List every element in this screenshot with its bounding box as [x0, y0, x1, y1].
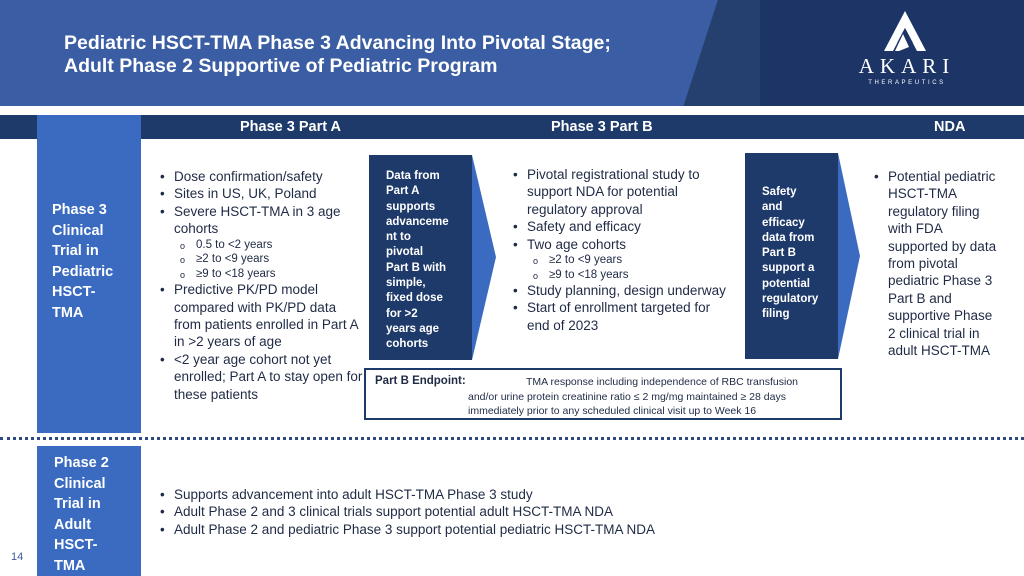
row2-label-line: TMA: [54, 557, 86, 574]
arrow2-text: [745, 153, 838, 359]
arrow2-text-line: filing: [762, 308, 790, 321]
row1-label-line: HSCT-: [52, 284, 96, 300]
akari-mountain-icon: [883, 10, 927, 52]
part-a-bullet-list: [156, 168, 366, 403]
nda-header: NDA: [934, 119, 966, 135]
endpoint-label: Part B Endpoint:: [375, 375, 466, 387]
arrow1-text: [369, 155, 472, 360]
arrow2-text-line: support a: [762, 262, 815, 275]
arrow2-text-line: potential: [762, 277, 810, 290]
nda-bullet-list: [870, 168, 1000, 359]
endpoint-line-1: TMA response including independence of RBC transfusion: [526, 376, 798, 388]
arrow2-text-line: data from: [762, 231, 815, 244]
endpoint-line-3: immediately prior to any scheduled clinical visit up to Week 16: [468, 405, 757, 417]
sub-bullet-item: o ≥9 to <18 years: [156, 267, 366, 282]
arrow1-text-line: fixed dose: [386, 292, 443, 305]
row2-label-line: Clinical: [54, 475, 106, 492]
bullet-item: • Adult Phase 2 and 3 clinical trials support potential adult HSCT-TMA NDA: [156, 503, 776, 520]
phase-3-part-b-header: Phase 3 Part B: [551, 119, 653, 135]
arrow1-text-line: advanceme: [386, 215, 449, 228]
arrow2-head-icon: [838, 153, 860, 359]
arrow2-text-line: efficacy: [762, 216, 805, 229]
sub-bullet-item: o 0.5 to <2 years: [156, 238, 366, 253]
row1-label: [52, 200, 113, 323]
arrow1-text-line: supports: [386, 200, 436, 213]
row-separator: [0, 437, 1024, 440]
row2-label-line: Trial in: [54, 496, 101, 512]
arrow2-text-line: Part B: [762, 247, 796, 260]
row2-label-line: HSCT-: [54, 537, 98, 553]
bullet-item: • Study planning, design underway: [509, 282, 729, 299]
arrow1-text-line: Part A: [386, 185, 420, 198]
bullet-item: • <2 year age cohort not yet enrolled; Part A to stay open for these patients: [156, 351, 366, 403]
part-b-endpoint-box: [364, 368, 842, 420]
bullet-item: • Adult Phase 2 and pediatric Phase 3 support potential pediatric HSCT-TMA NDA: [156, 521, 776, 538]
arrow1-text-line: nt to: [386, 231, 411, 244]
bullet-item: • Sites in US, UK, Poland: [156, 185, 366, 202]
arrow1-text-line: Part B with: [386, 261, 447, 274]
arrow2-text-line: regulatory: [762, 293, 819, 306]
sub-bullet-item: o ≥2 to <9 years: [509, 253, 729, 268]
sub-bullet-item: o ≥9 to <18 years: [509, 268, 729, 283]
arrow2-text-line: Safety: [762, 186, 797, 198]
logo-subtitle: THERAPEUTICS: [868, 80, 946, 86]
part-b-bullet-list: [509, 166, 729, 334]
phase-3-part-a-header: Phase 3 Part A: [240, 119, 342, 135]
row1-label-line: TMA: [52, 304, 84, 321]
bullet-item: • Start of enrollment targeted for end of 2023: [509, 299, 729, 334]
sub-bullet-item: o ≥2 to <9 years: [156, 252, 366, 267]
phase2-bullet-list: [156, 486, 776, 538]
bullet-item: • Potential pediatric HSCT-TMA regulatory filing with FDA supported by data from pivotal pediatric Phase 3 Part B and supportive Phase 2 clinical trial in adult HSCT-TMA: [870, 168, 1000, 359]
arrow1-text-line: for >2: [386, 307, 418, 320]
arrow1-text-line: simple,: [386, 277, 426, 290]
akari-logo: [850, 10, 960, 90]
row1-label-line: Trial in: [52, 243, 99, 259]
arrow1-text-line: pivotal: [386, 246, 424, 259]
row1-label-line: Phase 3: [52, 202, 107, 218]
bullet-item: • Severe HSCT-TMA in 3 age cohorts: [156, 203, 366, 238]
row2-label-line: Phase 2: [54, 455, 109, 471]
title-line-2: Adult Phase 2 Supportive of Pediatric Program: [64, 55, 498, 77]
bullet-item: • Safety and efficacy: [509, 218, 729, 235]
row1-label-line: Clinical: [52, 222, 104, 239]
bullet-item: • Dose confirmation/safety: [156, 168, 366, 185]
phase-header-bar: [0, 115, 1024, 139]
bullet-item: • Predictive PK/PD model compared with PK/PD data from patients enrolled in Part A in >2 years of age: [156, 281, 366, 351]
title-line-1: Pediatric HSCT-TMA Phase 3 Advancing Into Pivotal Stage;: [64, 32, 611, 54]
row2-label-line: Adult: [54, 516, 92, 533]
logo-wordmark: AKARI: [858, 54, 956, 78]
bullet-item: • Supports advancement into adult HSCT-TMA Phase 3 study: [156, 486, 776, 503]
arrow1-text-line: cohorts: [386, 338, 429, 351]
row1-label-line: Pediatric: [52, 263, 114, 280]
endpoint-line-2: and/or urine protein creatinine ratio ≤ 2 mg/mg maintained ≥ 28 days: [468, 391, 786, 403]
page-number: 14: [11, 551, 24, 563]
row2-label: [54, 453, 109, 576]
bullet-item: • Pivotal registrational study to support NDA for potential regulatory approval: [509, 166, 729, 218]
bullet-item: • Two age cohorts: [509, 236, 729, 253]
arrow1-text-line: Data from: [386, 170, 440, 182]
slide-title: [64, 32, 704, 78]
arrow1-head-icon: [472, 155, 496, 360]
arrow1-text-line: years age: [386, 322, 440, 335]
arrow2-text-line: and: [762, 201, 783, 214]
